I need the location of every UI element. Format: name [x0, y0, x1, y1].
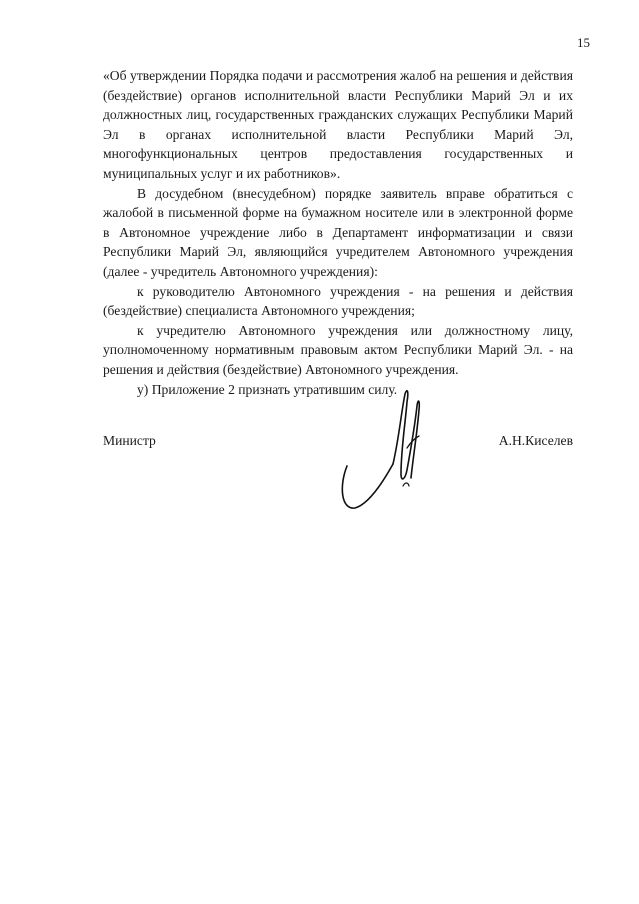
paragraph-resolution-title: «Об утверждении Порядка подачи и рассмотрения жалоб на решения и действия (бездействие) органов исполнительной власти Республики Марий Эл и их должностных лиц, государственных гражданских служащих Республики Марий Эл в органах исполнительной власти Республики Марий Эл, многофункциональных центров предоставления государственных и муниципальных услуг и их работников».	[103, 68, 573, 181]
handwritten-signature	[325, 378, 445, 518]
paragraph-to-founder: к учредителю Автономного учреждения или должностному лицу, уполномоченному нормативным правовым актом Республики Марий Эл. - на решения и действия (бездействие) Автономного учреждения.	[103, 322, 573, 377]
paragraph-to-head: к руководителю Автономного учреждения - на решения и действия (бездействие) специалиста Автономного учреждения;	[103, 283, 573, 319]
document-body	[103, 66, 573, 399]
page-number: 15	[577, 35, 590, 50]
paragraph-complaint-procedure: В досудебном (внесудебном) порядке заявитель вправе обратиться с жалобой в письменной форме на бумажном носителе или в электронной форме в Автономное учреждение либо в Департамент информатизации и связи Республики Марий Эл, являющийся учредителем Автономного учреждения (далее - учредитель Автономного учреждения):	[103, 185, 573, 279]
signatory-title: Министр	[103, 433, 156, 448]
paragraph-appendix-repeal: у) Приложение 2 признать утратившим силу.	[137, 381, 398, 397]
signatory-name: А.Н.Киселев	[498, 433, 573, 448]
